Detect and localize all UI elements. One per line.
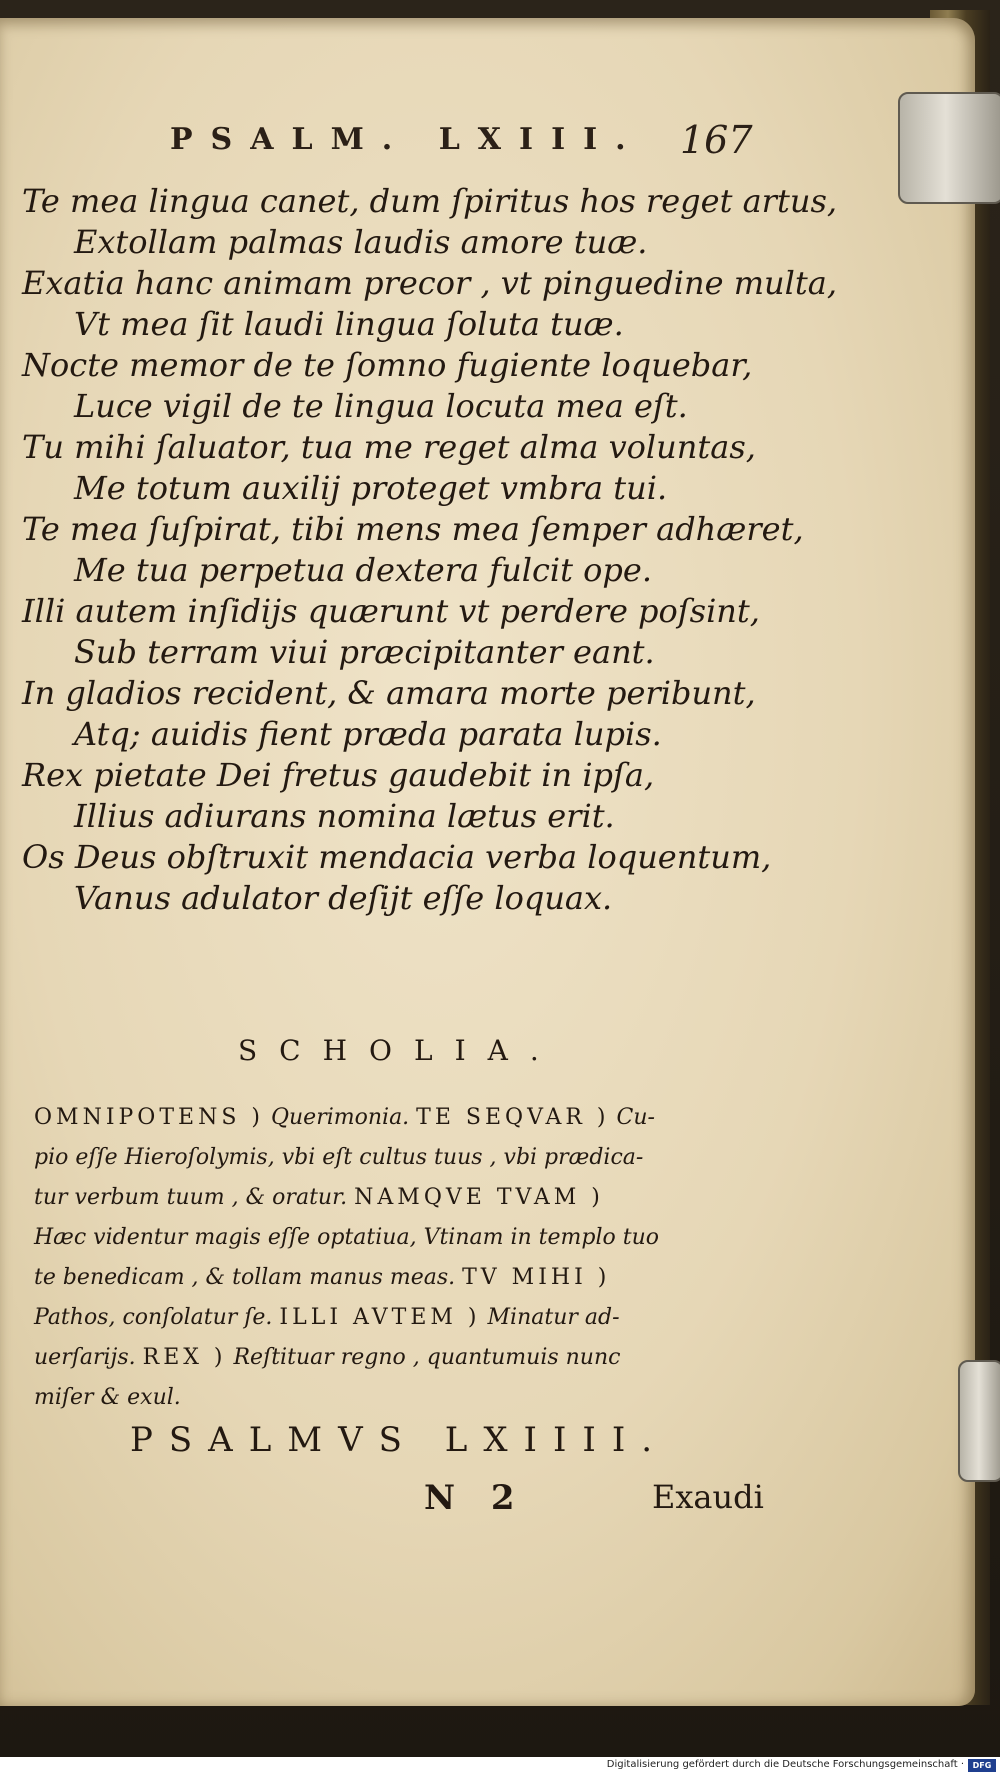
page-clip-top [898,92,1000,204]
scholia-line [34,1098,754,1138]
verse-line: Atq; auidis fient præda parata lupis. [74,715,662,753]
scholia-line [34,1258,754,1298]
next-psalm-title: PSALMVS LXIIII. [130,1420,669,1460]
funding-credit: Digitalisierung gefördert durch die Deutsche Forschungsgemeinschaft · [606,1759,964,1770]
verse-line: Me totum auxilij proteget vmbra tui. [74,469,668,507]
lemma: REX ) [142,1345,227,1370]
note-text: Querimonia. [263,1105,417,1130]
verse-line: Tu mihi ſaluator, tua me reget alma voluntas, [22,428,756,466]
lemma: ILLI AVTEM ) [279,1305,481,1330]
lemma: TE SEQVAR ) [416,1105,610,1130]
scholia-line [34,1138,754,1178]
verse-line: Luce vigil de te lingua locuta mea eſt. [74,387,688,425]
verse-line: Vt mea ſit laudi lingua ſoluta tuæ. [74,305,624,343]
signature-mark: N 2 [424,1478,515,1518]
scholia-line [34,1218,754,1258]
lemma: OMNIPOTENS ) [34,1105,264,1130]
scholia-line [34,1298,754,1338]
verse-line: In gladios recident, & amara morte peribunt, [22,674,756,712]
verse-line: Te mea ſuſpirat, tibi mens mea ſemper adhæret, [22,510,804,548]
verse-line: Nocte memor de te ſomno fugiente loquebar, [22,346,753,384]
note-text: Hæc videntur magis eſſe optatiua, Vtinam in templo tuo [34,1225,660,1250]
lemma: TV MIHI ) [462,1265,611,1290]
page-clip-bottom [958,1360,1000,1482]
verse-line: Extollam palmas laudis amore tuæ. [74,223,648,261]
page-number: 167 [680,118,753,162]
verse-line: Os Deus obſtruxit mendacia verba loquentum, [22,838,772,876]
verse-line: Illius adiurans nomina lætus erit. [74,797,615,835]
note-text: te benedicam , & tollam manus meas. [34,1265,463,1290]
catchword: Exaudi [652,1478,764,1516]
scholia-line [34,1338,754,1378]
note-text: Pathos, conſolatur ſe. [34,1305,280,1330]
note-text: tur verbum tuum , & oratur. [34,1185,355,1210]
scholia-line [34,1178,754,1218]
dfg-logo-icon: DFG [968,1759,996,1772]
page-header [170,118,770,164]
scholia-heading: SCHOLIA. [238,1034,561,1067]
verse-line: Vanus adulator deſijt eſſe loquax. [74,879,613,917]
note-text: Minatur ad- [480,1305,620,1330]
verse-line: Exatia hanc animam precor , vt pinguedine multa, [22,264,837,302]
verse-line: Te mea lingua canet, dum ſpiritus hos reget artus, [22,182,838,220]
note-text: pio eſſe Hieroſolymis, vbi eſt cultus tuus , vbi prædica- [34,1145,644,1170]
verse-line: Illi autem inſidijs quærunt vt perdere poſsint, [22,592,760,630]
note-text: miſer & exul. [34,1385,181,1410]
note-text: Reſtituar regno , quantumuis nunc [226,1345,621,1370]
verse-line: Rex pietate Dei fretus gaudebit in ipſa, [22,756,655,794]
verse-line: Me tua perpetua dextera fulcit ope. [74,551,652,589]
scholia-notes [34,1098,754,1418]
verse-line: Sub terram viui præcipitanter eant. [74,633,655,671]
running-head: PSALM. LXIII. [170,122,644,157]
note-text: uerſarijs. [34,1345,143,1370]
note-text: Cu- [609,1105,655,1130]
scholia-line [34,1378,754,1418]
lemma: NAMQVE TVAM ) [354,1185,604,1210]
